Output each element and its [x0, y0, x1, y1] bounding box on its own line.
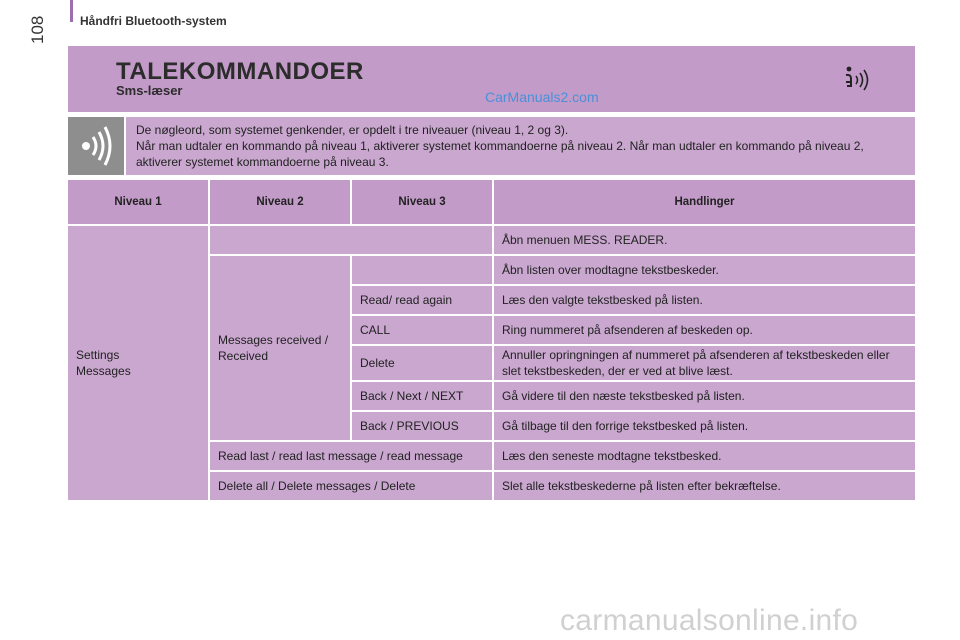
page-number: 108: [28, 15, 47, 44]
sound-waves-icon: [68, 117, 124, 175]
table-header-row: [68, 180, 915, 224]
section-title: TALEKOMMANDOER: [116, 58, 364, 85]
cell-empty: [352, 256, 492, 284]
cell-action: Læs den seneste modtagne tekstbesked.: [494, 442, 915, 470]
cell-action: Åbn menuen MESS. READER.: [494, 226, 915, 254]
voice-command-icon: [842, 64, 870, 94]
cell-level3: Read/ read again: [352, 286, 492, 314]
cell-action: Slet alle tekstbeskederne på listen efter bekræftelse.: [494, 472, 915, 500]
cell-level3: Delete: [352, 346, 492, 380]
cell-action: Åbn listen over modtagne tekstbeskeder.: [494, 256, 915, 284]
header-niveau-3: Niveau 3: [352, 180, 492, 224]
chapter-title: Håndfri Bluetooth-system: [80, 14, 227, 28]
header-niveau-2: Niveau 2: [210, 180, 350, 224]
cell-level2: Read last / read last message / read message: [210, 442, 492, 470]
cell-level3: Back / PREVIOUS: [352, 412, 492, 440]
section-subtitle: Sms-læser: [116, 83, 183, 98]
header-handlinger: Handlinger: [494, 180, 915, 224]
cell-level2: Delete all / Delete messages / Delete: [210, 472, 492, 500]
intro-line-2: Når man udtaler en kommando på niveau 1, aktiverer systemet kommandoerne på niveau 2. Når man udtaler en kommando på niveau 2, aktiverer systemet kommandoerne på niveau 3.: [136, 139, 864, 169]
cell-action: Ring nummeret på afsenderen af beskeden op.: [494, 316, 915, 344]
site-watermark: CarManuals2.com: [485, 89, 599, 105]
voice-command-table: [66, 178, 917, 502]
cell-level2-messages: Messages received / Received: [210, 256, 350, 440]
sound-icon-box: [68, 117, 124, 175]
margin-bar: [70, 0, 73, 22]
cell-action: Gå tilbage til den forrige tekstbesked på listen.: [494, 412, 915, 440]
cell-level3: CALL: [352, 316, 492, 344]
cell-action: Gå videre til den næste tekstbesked på listen.: [494, 382, 915, 410]
cell-level1-settings: Settings Messages: [68, 226, 208, 500]
table-row: [68, 226, 915, 254]
header-niveau-1: Niveau 1: [68, 180, 208, 224]
intro-line-1: De nøgleord, som systemet genkender, er opdelt i tre niveauer (niveau 1, 2 og 3).: [136, 123, 569, 137]
intro-description: [126, 117, 915, 175]
cell-action: Læs den valgte tekstbesked på listen.: [494, 286, 915, 314]
cell-empty: [210, 226, 492, 254]
footer-watermark: carmanualsonline.info: [560, 604, 859, 637]
cell-action: Annuller opringningen af nummeret på afsenderen af tekstbeskeden eller slet tekstbeskeden, der er ved at blive læst.: [494, 346, 915, 380]
cell-level3: Back / Next / NEXT: [352, 382, 492, 410]
